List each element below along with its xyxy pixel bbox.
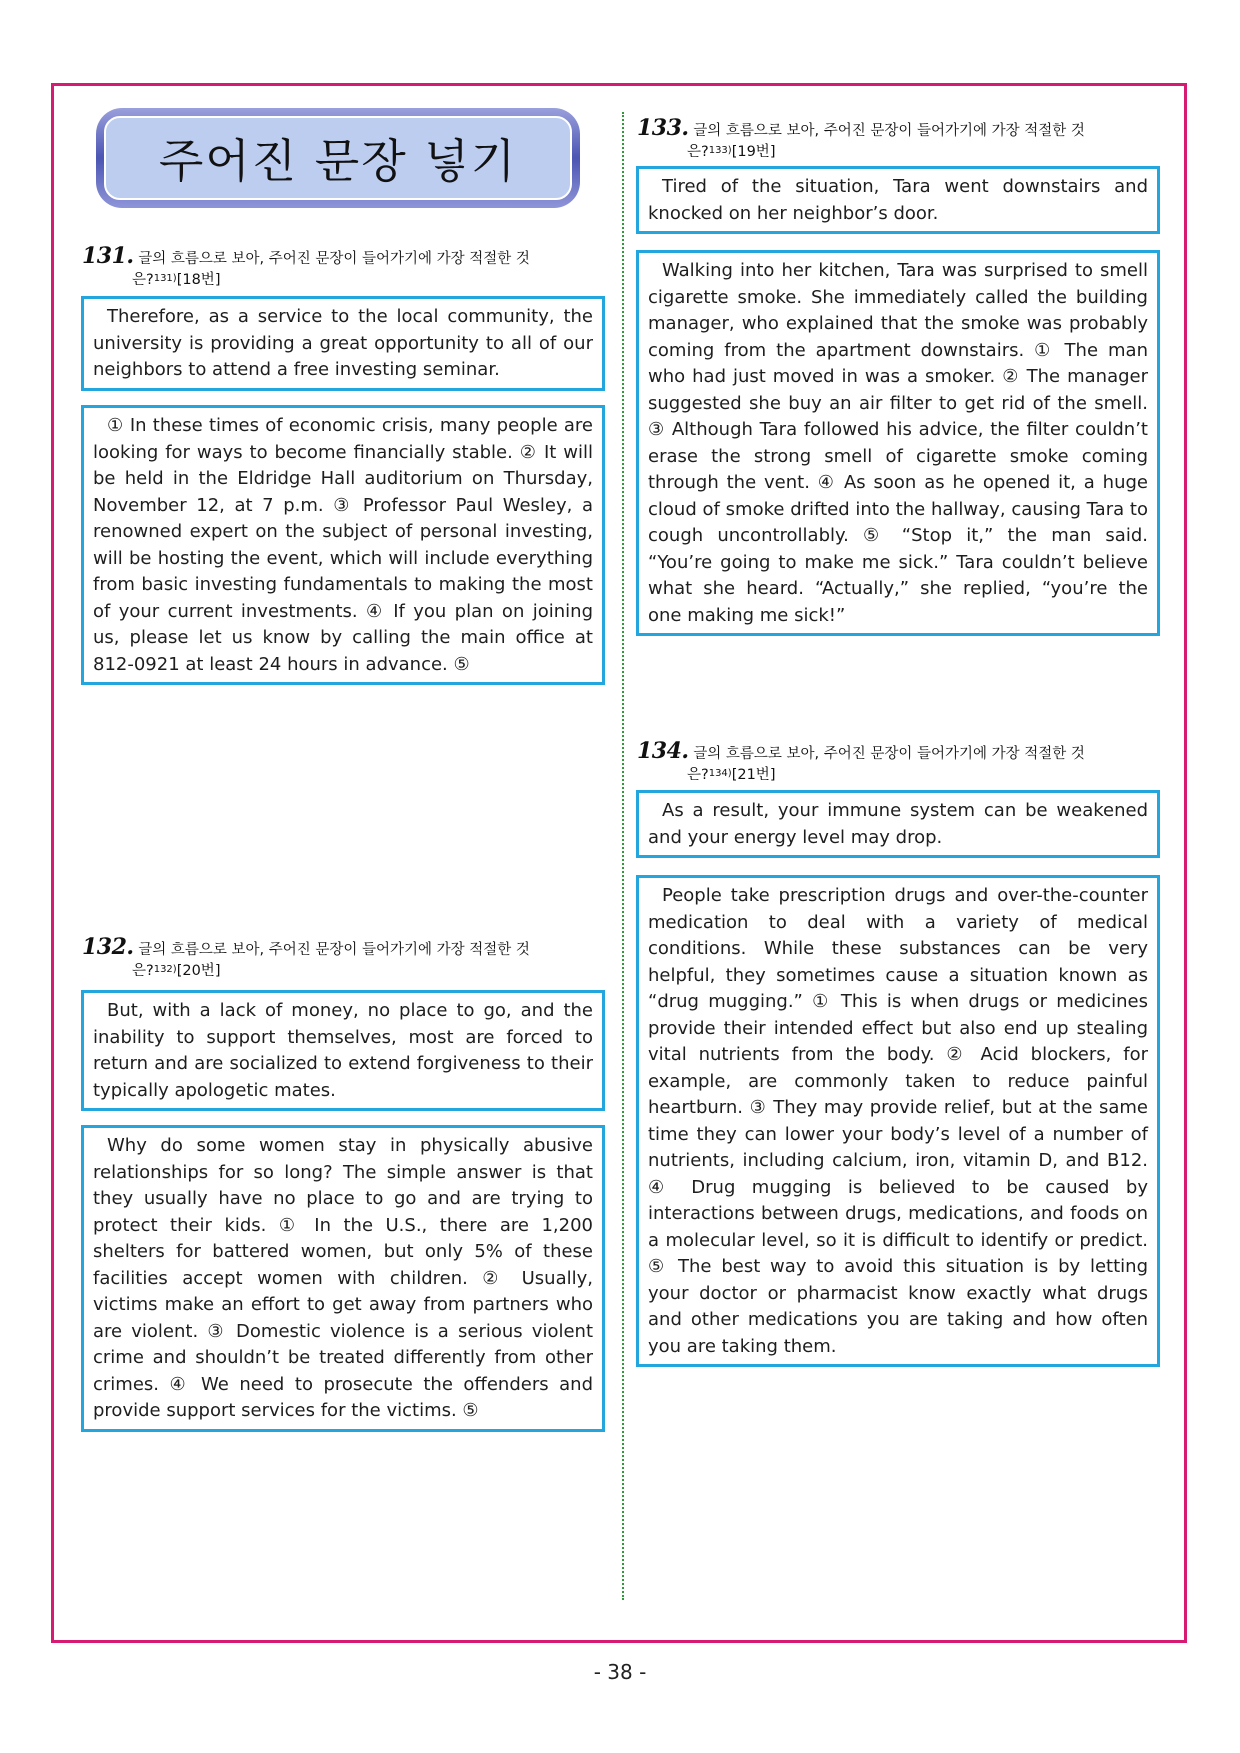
question-prompt: 글의 흐름으로 보아, 주어진 문장이 들어가기에 가장 적절한 것 [693,123,1085,139]
question-prompt-line2: 은?$^{132)}$[20번] [132,963,221,979]
section-title: 주어진 문장 넣기 [158,134,518,188]
question-133-header [637,115,1159,163]
given-sentence-box: As a result, your immune system can be weakened and your energy level may drop. [636,790,1160,858]
footnote-ref: 131) [153,273,177,284]
question-131-header [82,243,604,291]
footnote-ref: 134) [708,768,732,779]
question-prompt: 글의 흐름으로 보아, 주어진 문장이 들어가기에 가장 적절한 것 [138,251,530,267]
passage-box: Why do some women stay in physically abusive relationships for so long? The simple answer is that they usually have no place to go and are trying to protect their kids. ① In the U.S., there are 1,200 shelters for battered women, but only 5% of these facilities accept women with children. ② Usually, victims make an effort to get away from partners who are violent. ③ Domestic violence is a serious violent crime and shouldn’t be treated differently from other crimes. ④ We need to prosecute the offenders and provide support services for the victims. ⑤ [81,1125,605,1432]
question-source: [20번] [176,963,221,979]
question-source: [18번] [176,272,221,288]
question-132-header [82,934,604,982]
question-number: 131. [82,243,134,269]
question-number: 132. [82,934,134,960]
passage-box: ① In these times of economic crisis, many people are looking for ways to become financially stable. ② It will be held in the Eldridge Hall auditorium on Thursday, November 12, at 7 p.m. ③ Professor Paul Wesley, a renowned expert on the subject of personal investing, will be hosting the event, which will include everything from basic investing fundamentals to making the most of your current investments. ④ If you plan on joining us, please let us know by calling the main office at 812-0921 at least 24 hours in advance. ⑤ [81,405,605,685]
column-divider [622,112,624,1600]
question-prompt: 글의 흐름으로 보아, 주어진 문장이 들어가기에 가장 적절한 것 [693,746,1085,762]
given-sentence-box: Tired of the situation, Tara went downstairs and knocked on her neighbor’s door. [636,166,1160,234]
question-prompt-line2: 은?$^{133)}$[19번] [687,144,776,160]
footnote-ref: 133) [708,145,732,156]
given-sentence-box: Therefore, as a service to the local community, the university is providing a great opportunity to all of our neighbors to attend a free investing seminar. [81,296,605,391]
section-title-inner [104,116,572,200]
passage-box: People take prescription drugs and over-the-counter medication to deal with a variety of medical conditions. While these substances can be very helpful, they sometimes cause a situation known as “drug mugging.” ① This is when drugs or medicines provide their intended effect but also end up stealing vital nutrients from the body. ② Acid blockers, for example, are commonly taken to reduce painful heartburn. ③ They may provide relief, but at the same time they can lower your body’s level of a number of nutrients, including calcium, iron, vitamin D, and B12. ④ Drug mugging is believed to be caused by interactions between drugs, medications, and foods on a molecular level, so it is difficult to identify or predict. ⑤ The best way to avoid this situation is by letting your doctor or pharmacist know exactly what drugs and other medications you are taking and how often you are taking them. [636,875,1160,1367]
footnote-ref: 132) [153,964,177,975]
question-source: [21번] [731,767,776,783]
page-number: - 38 - [593,1660,647,1684]
question-number: 134. [637,738,689,764]
question-source: [19번] [731,144,776,160]
given-sentence-box: But, with a lack of money, no place to go, and the inability to support themselves, most are forced to return and are socialized to extend forgiveness to their typically apologetic mates. [81,990,605,1111]
section-title-badge [96,108,580,208]
question-number: 133. [637,115,689,141]
question-134-header [637,738,1159,786]
question-prompt-line2: 은?$^{134)}$[21번] [687,767,776,783]
question-prompt-line2: 은?$^{131)}$[18번] [132,272,221,288]
question-prompt: 글의 흐름으로 보아, 주어진 문장이 들어가기에 가장 적절한 것 [138,942,530,958]
passage-box: Walking into her kitchen, Tara was surprised to smell cigarette smoke. She immediately called the building manager, who explained that the smoke was probably coming from the apartment downstairs. ① The man who had just moved in was a smoker. ② The manager suggested she buy an air filter to get rid of the smell. ③ Although Tara followed his advice, the filter couldn’t erase the strong smell of cigarette smoke coming through the vent. ④ As soon as he opened it, a huge cloud of smoke drifted into the hallway, causing Tara to cough uncontrollably. ⑤ “Stop it,” the man said. “You’re going to make me sick.” Tara couldn’t believe what she heard. “Actually,” she replied, “you’re the one making me sick!” [636,250,1160,636]
